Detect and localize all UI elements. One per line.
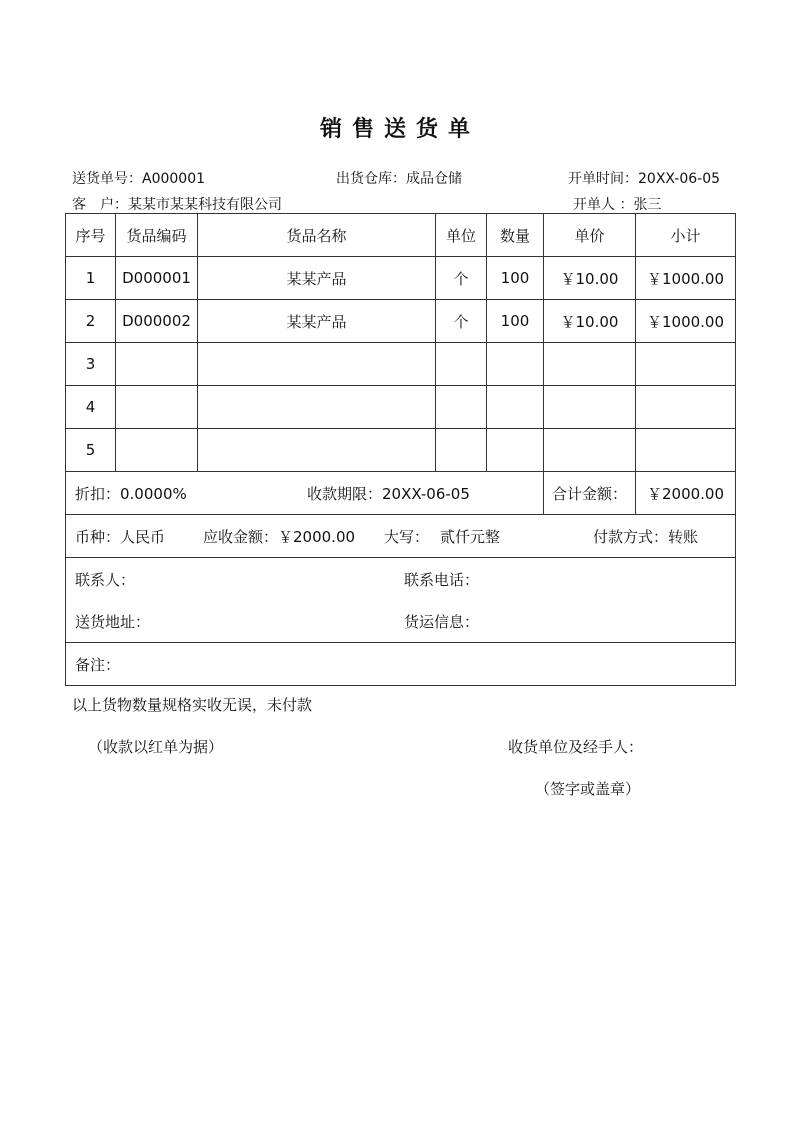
currency-row [66,515,736,558]
table-row [66,257,736,300]
contact-row [66,558,736,643]
note: 备注： [66,643,736,686]
table-cell: D000001 [116,257,198,300]
capital-amount-label: 大写： [384,527,430,546]
table-cell: 4 [66,386,116,429]
column-header: 小计 [636,214,736,257]
column-header: 序号 [66,214,116,257]
currency: 币种：人民币 [75,527,166,546]
currency-cell [66,515,736,558]
table-cell [636,429,736,472]
summary-row [66,472,736,515]
table-cell: 3 [66,343,116,386]
table-cell [544,429,636,472]
table-row [66,300,736,343]
table-cell: ￥10.00 [544,257,636,300]
table-cell: 1 [66,257,116,300]
table-cell: 2 [66,300,116,343]
column-header: 货品名称 [198,214,436,257]
table-header-row [66,214,736,257]
table-cell [487,429,544,472]
payment-deadline: 收款期限：20XX-06-05 [307,484,470,503]
table-cell [198,386,436,429]
table-cell: 某某产品 [198,300,436,343]
column-header: 货品编码 [116,214,198,257]
column-header: 单位 [436,214,487,257]
table-cell [636,343,736,386]
payment-method: 付款方式：转账 [593,527,699,546]
table-row [66,429,736,472]
customer: 客 户：某某市某某科技有限公司 [72,197,282,213]
table-row [66,343,736,386]
table-cell: 100 [487,257,544,300]
table-row [66,386,736,429]
table-cell [116,343,198,386]
table-cell: 个 [436,300,487,343]
table-cell [544,386,636,429]
page-title: 销售送货单 [319,117,480,142]
contact-person: 联系人： [75,570,136,589]
table-cell [436,429,487,472]
table-cell: ￥1000.00 [636,257,736,300]
issue-date: 开单时间：20XX-06-05 [568,171,721,187]
table-cell: D000002 [116,300,198,343]
delivery-table [65,213,736,686]
receiver-label: 收货单位及经手人： [508,738,644,756]
table-cell [198,429,436,472]
receipt-note: （收款以红单为据） [88,738,224,756]
total-label: 合计金额： [544,472,636,515]
shipping-info: 货运信息： [404,612,480,631]
table-cell [636,386,736,429]
table-cell [544,343,636,386]
table-cell [116,386,198,429]
table-cell: 100 [487,300,544,343]
table-cell [116,429,198,472]
receivable-amount: 应收金额：￥2000.00 [203,527,356,546]
warehouse: 出货仓库：成品仓储 [336,171,462,187]
issuer: 开单人 ：张三 [573,197,662,213]
table-cell [198,343,436,386]
capital-amount-value: 贰仟元整 [440,527,501,546]
table-cell [436,386,487,429]
table-cell: 某某产品 [198,257,436,300]
column-header: 单价 [544,214,636,257]
contact-cell [66,558,736,643]
summary-cell [66,472,544,515]
column-header: 数量 [487,214,544,257]
total-value: ￥2000.00 [636,472,736,515]
table-cell: 5 [66,429,116,472]
table-cell: ￥10.00 [544,300,636,343]
statement: 以上货物数量规格实收无误，未付款 [72,696,313,714]
table-cell: 个 [436,257,487,300]
table-cell: ￥1000.00 [636,300,736,343]
table-cell [487,386,544,429]
discount: 折扣：0.0000% [75,484,187,503]
contact-phone: 联系电话： [404,570,480,589]
table-cell [436,343,487,386]
table-cell [487,343,544,386]
delivery-number: 送货单号：A000001 [72,171,206,187]
delivery-address: 送货地址： [75,612,151,631]
sign-note: （签字或盖章） [535,780,641,798]
note-row [66,643,736,686]
